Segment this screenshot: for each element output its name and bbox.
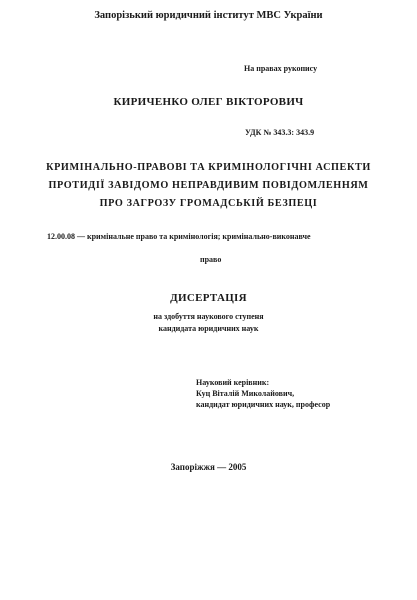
city-year: Запоріжжя — 2005: [170, 462, 247, 472]
thesis-title-line: ПРОТИДІЇ ЗАВІДОМО НЕПРАВДИВИМ ПОВІДОМЛЕННЯМ: [48, 180, 369, 191]
thesis-title-line: КРИМІНАЛЬНО-ПРАВОВІ ТА КРИМІНОЛОГІЧНІ АСПЕКТИ: [46, 162, 371, 173]
dissertation-label: ДИСЕРТАЦІЯ: [170, 292, 247, 304]
manuscript-note: На правах рукопису: [244, 64, 318, 73]
degree-line: на здобуття наукового ступеня: [153, 312, 264, 321]
supervisor-title: кандидат юридичних наук, професор: [196, 400, 331, 409]
udk-code: УДК № 343.3: 343.9: [245, 128, 315, 137]
thesis-title-line: ПРО ЗАГРОЗУ ГРОМАДСЬКІЙ БЕЗПЕЦІ: [99, 198, 318, 209]
supervisor-name: Куц Віталій Миколайович,: [196, 389, 295, 398]
specialty-line: право: [200, 255, 222, 264]
author-name: КИРИЧЕНКО ОЛЕГ ВІКТОРОВИЧ: [113, 96, 304, 108]
specialty-line: 12.00.08 — кримінальне право та кримінологія; кримінально-виконавче: [47, 232, 311, 241]
degree-line: кандидата юридичних наук: [158, 324, 259, 333]
institute-name: Запорізький юридичний інститут МВС України: [94, 10, 323, 21]
supervisor-label: Науковий керівник:: [196, 378, 270, 387]
